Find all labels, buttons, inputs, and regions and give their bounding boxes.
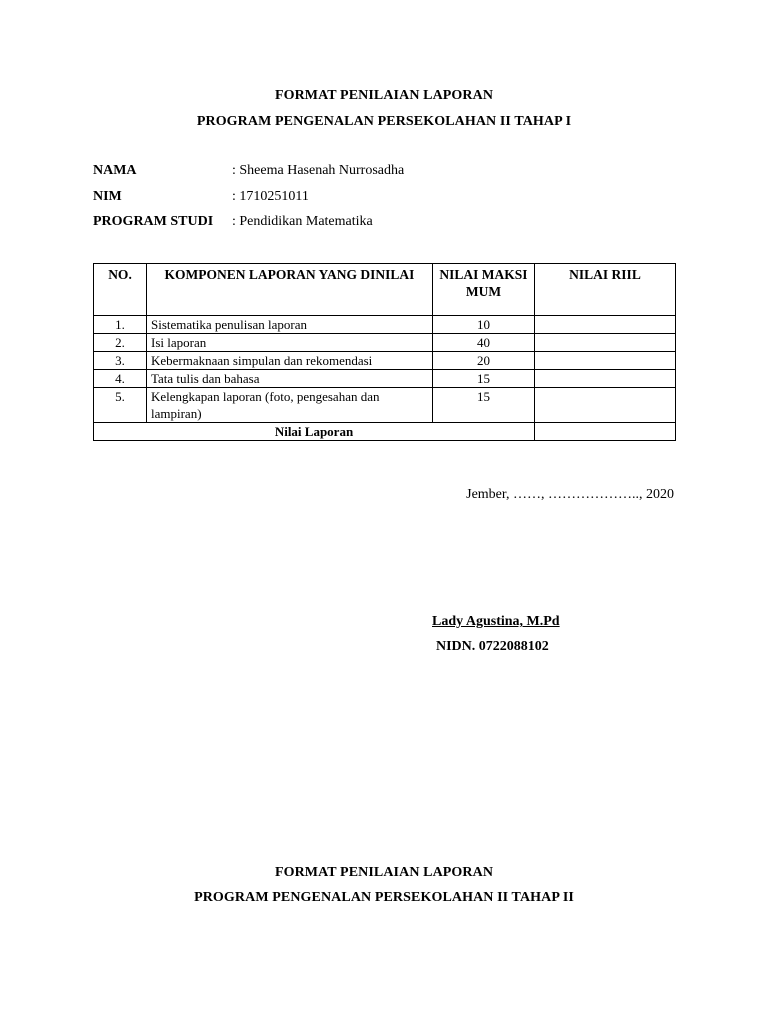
row-real-score[interactable] (535, 388, 676, 423)
row-component: Isi laporan (147, 334, 433, 352)
row-max-score: 40 (433, 334, 535, 352)
table-total-row (94, 423, 676, 441)
row-no: 1. (94, 316, 147, 334)
table-row (94, 370, 676, 388)
total-label: Nilai Laporan (94, 423, 535, 441)
row-max-score: 10 (433, 316, 535, 334)
form-subtitle-2: PROGRAM PENGENALAN PERSEKOLAHAN II TAHAP II (194, 890, 574, 905)
header-max-score: NILAI MAKSIMUM (433, 264, 535, 316)
total-value[interactable] (535, 423, 676, 441)
form-title-2: FORMAT PENILAIAN LAPORAN (274, 865, 494, 880)
place-date: Jember, ……, ……………….., 2020 (466, 487, 674, 502)
header-real-score: NILAI RIIL (535, 264, 676, 316)
nim-value: : 1710251011 (232, 189, 309, 204)
header-component: KOMPONEN LAPORAN YANG DINILAI (147, 264, 433, 316)
row-no: 5. (94, 388, 147, 423)
row-component: Tata tulis dan bahasa (147, 370, 433, 388)
row-max-score: 15 (433, 388, 535, 423)
row-max-score: 20 (433, 352, 535, 370)
name-value: : Sheema Hasenah Nurrosadha (232, 163, 405, 178)
row-component: Kebermaknaan simpulan dan rekomendasi (147, 352, 433, 370)
table-row (94, 316, 676, 334)
header-no: NO. (94, 264, 147, 316)
form-title: FORMAT PENILAIAN LAPORAN (274, 88, 494, 103)
row-no: 3. (94, 352, 147, 370)
row-component: Kelengkapan laporan (foto, pengesahan dan lampiran) (147, 388, 433, 423)
row-real-score[interactable] (535, 370, 676, 388)
signer-nidn: NIDN. 0722088102 (436, 639, 549, 654)
form-subtitle: PROGRAM PENGENALAN PERSEKOLAHAN II TAHAP I (196, 114, 572, 129)
grading-table (93, 263, 676, 441)
table-row (94, 352, 676, 370)
program-value: : Pendidikan Matematika (232, 214, 373, 229)
table-header-row (94, 264, 676, 316)
program-label: PROGRAM STUDI (93, 214, 214, 229)
row-max-score: 15 (433, 370, 535, 388)
table-row (94, 334, 676, 352)
name-label: NAMA (93, 163, 137, 178)
row-no: 2. (94, 334, 147, 352)
row-real-score[interactable] (535, 334, 676, 352)
signer-name: Lady Agustina, M.Pd (432, 614, 560, 629)
table-row (94, 388, 676, 423)
row-no: 4. (94, 370, 147, 388)
row-real-score[interactable] (535, 316, 676, 334)
nim-label: NIM (93, 189, 122, 204)
row-real-score[interactable] (535, 352, 676, 370)
row-component: Sistematika penulisan laporan (147, 316, 433, 334)
